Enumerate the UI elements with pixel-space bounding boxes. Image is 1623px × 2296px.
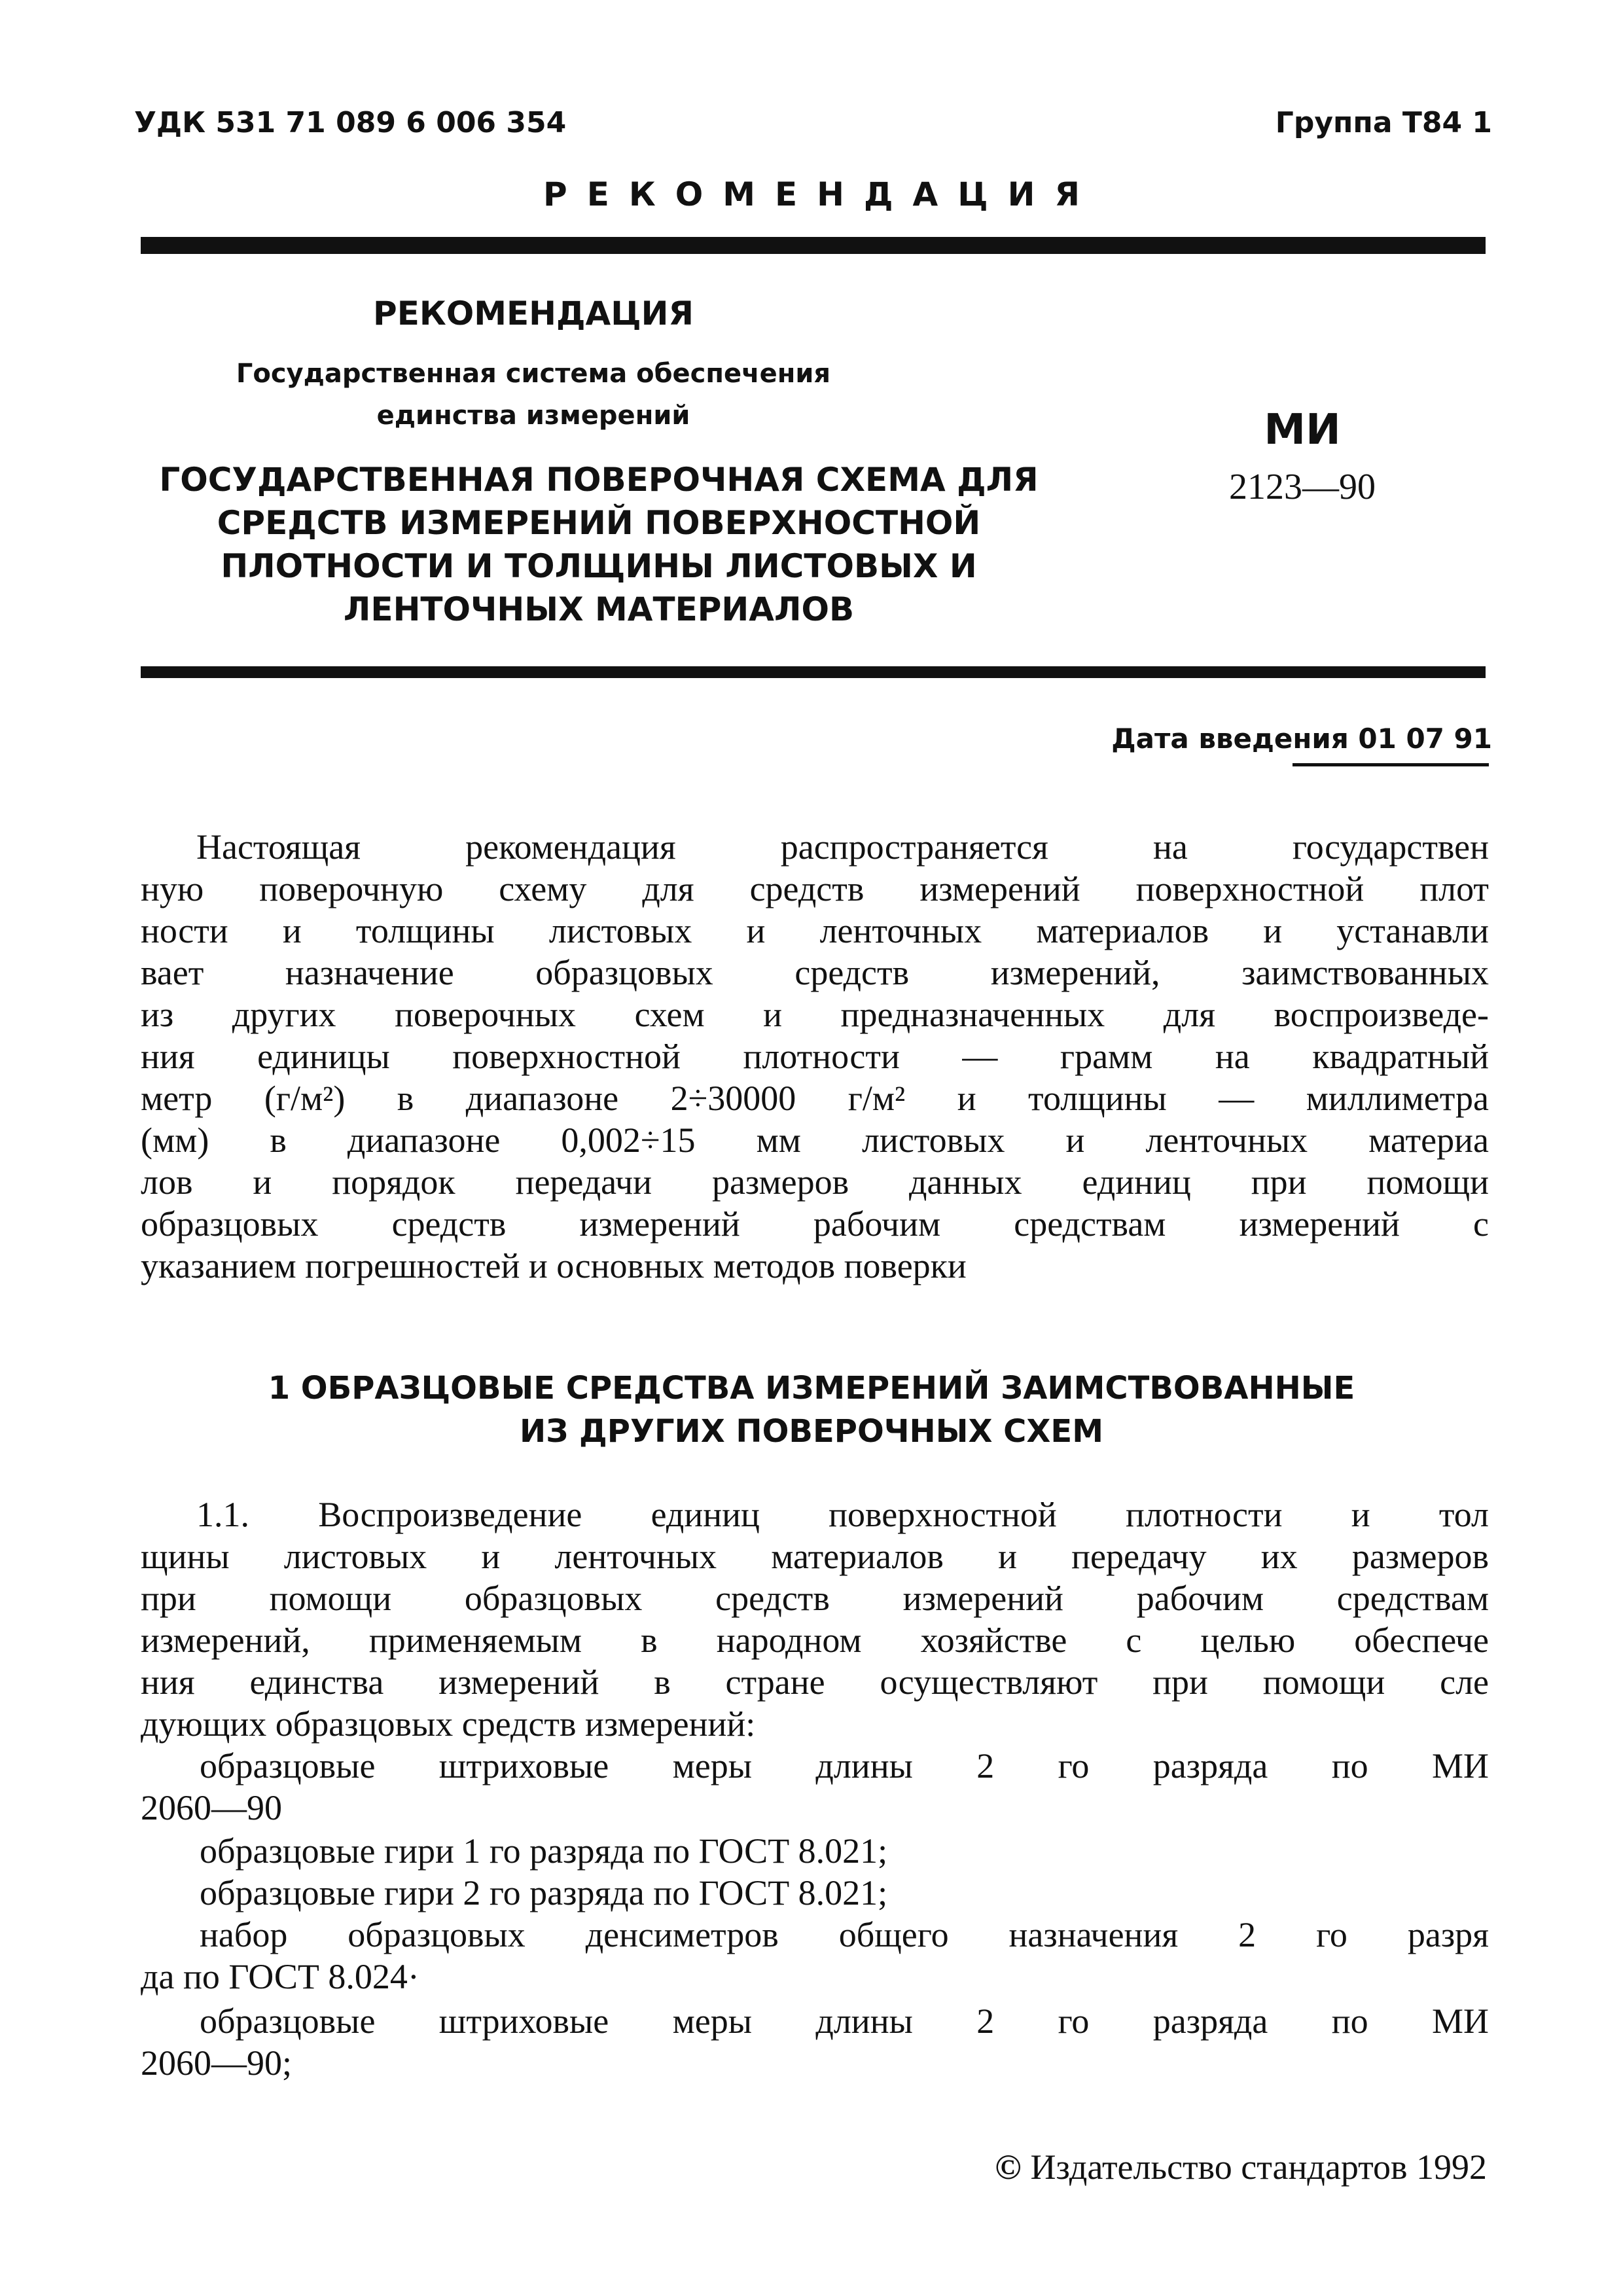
intro-line: метр (г/м²) в диапазоне 2÷30000 г/м² и толщины — миллиметра <box>141 1079 1489 1118</box>
top-thick-rule <box>141 237 1486 254</box>
intro-line: из других поверочных схем и предназначенных для воспроизведе- <box>141 995 1489 1034</box>
system-line-1: Государственная система обеспечения <box>236 359 831 389</box>
intro-line: указанием погрешностей и основных методов поверки <box>141 1246 967 1285</box>
intro-line: ния единицы поверхностной плотности — грамм на квадратный <box>141 1037 1489 1076</box>
recommendation-heading: РЕКОМЕНДАЦИЯ <box>373 295 694 332</box>
intro-line: ную поверочную схему для средств измерений поверхностной плот <box>141 869 1489 908</box>
para-line: щины листовых и ленточных материалов и передачу их размеров <box>141 1537 1489 1576</box>
para-line: при помощи образцовых средств измерений рабочим средствам <box>141 1579 1489 1618</box>
list-item: образцовые штриховые меры длины 2 го разряда по МИ <box>200 2001 1489 2041</box>
para-line: измерений, применяемым в народном хозяйстве с целью обеспече <box>141 1621 1489 1660</box>
intro-line: образцовых средств измерений рабочим средствам измерений с <box>141 1204 1489 1244</box>
banner-title: РЕКОМЕНДАЦИЯ <box>543 175 1099 213</box>
list-item: образцовые гири 1 го разряда по ГОСТ 8.021; <box>200 1831 888 1871</box>
list-item: набор образцовых денсиметров общего назначения 2 го разря <box>200 1915 1489 1954</box>
document-title <box>131 458 1067 631</box>
copyright-icon: © <box>995 2147 1022 2187</box>
list-item: образцовые штриховые меры длины 2 го разряда по МИ <box>200 1746 1489 1785</box>
para-line: дующих образцовых средств измерений: <box>141 1704 756 1744</box>
date-underline <box>1293 763 1489 766</box>
intro-line: ности и толщины листовых и ленточных материалов и устанавли <box>141 911 1489 950</box>
udk-code: УДК 531 71 089 6 006 354 <box>134 106 567 139</box>
section-heading-line: ИЗ ДРУГИХ ПОВЕРОЧНЫХ СХЕМ <box>520 1413 1103 1450</box>
section-1-heading <box>0 1367 1623 1453</box>
title-line: ГОСУДАРСТВЕННАЯ ПОВЕРОЧНАЯ СХЕМА ДЛЯ <box>159 461 1039 499</box>
group-code: Группа Т84 1 <box>1275 106 1492 139</box>
title-line: СРЕДСТВ ИЗМЕРЕНИЙ ПОВЕРХНОСТНОЙ <box>217 504 981 542</box>
document-number: 2123—90 <box>1229 467 1376 507</box>
para-line: ния единства измерений в стране осуществляют при помощи сле <box>141 1662 1489 1702</box>
list-item-continuation: 2060—90; <box>141 2043 293 2083</box>
intro-line: лов и порядок передачи размеров данных единиц при помощи <box>141 1162 1489 1202</box>
title-line: ПЛОТНОСТИ И ТОЛЩИНЫ ЛИСТОВЫХ И <box>221 547 977 585</box>
list-item-continuation: да по ГОСТ 8.024· <box>141 1957 419 1996</box>
title-line: ЛЕНТОЧНЫХ МАТЕРИАЛОВ <box>343 590 855 628</box>
section-heading-line: 1 ОБРАЗЦОВЫЕ СРЕДСТВА ИЗМЕРЕНИЙ ЗАИМСТВОВАННЫЕ <box>268 1370 1355 1407</box>
para-line: 1.1. Воспроизведение единиц поверхностной плотности и тол <box>196 1495 1489 1534</box>
introduction-date: Дата введения 01 07 91 <box>1111 723 1492 755</box>
list-item: образцовые гири 2 го разряда по ГОСТ 8.021; <box>200 1873 888 1912</box>
intro-line: (мм) в диапазоне 0,002÷15 мм листовых и ленточных материа <box>141 1121 1489 1160</box>
publisher-text: Издательство стандартов 1992 <box>1030 2147 1487 2187</box>
list-item-continuation: 2060—90 <box>141 1788 282 1827</box>
system-line-2: единства измерений <box>376 401 690 431</box>
document-code: МИ <box>1264 406 1341 454</box>
intro-line: Настоящая рекомендация распространяется на государствен <box>196 827 1489 867</box>
copyright-notice <box>785 2147 1487 2187</box>
intro-line: вает назначение образцовых средств измерений, заимствованных <box>141 953 1489 992</box>
bottom-thick-rule <box>141 666 1486 678</box>
